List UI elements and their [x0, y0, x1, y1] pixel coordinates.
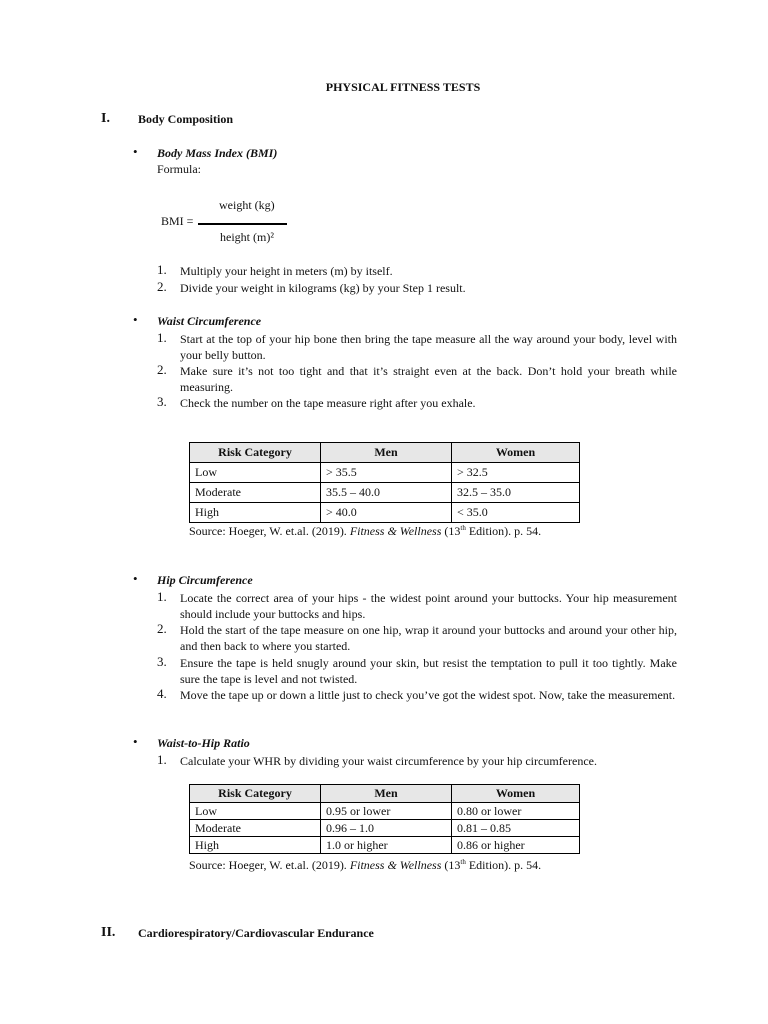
step-text: Multiply your height in meters (m) by itself.: [180, 264, 393, 278]
table-cell: 0.80 or lower: [452, 803, 580, 820]
step-text: Locate the correct area of your hips - the widest point around your buttocks. Your hip measurement should include your buttocks and hips.: [180, 591, 677, 621]
step-text: Make sure it’s not too tight and that it’s straight even at the back. Don’t hold your breath while measuring.: [180, 364, 677, 394]
table-row: [190, 820, 580, 837]
section-numeral: I.: [101, 111, 110, 126]
source-book-title: Fitness & Wellness: [349, 858, 442, 872]
section-title: Cardiorespiratory/Cardiovascular Endurance: [138, 926, 374, 940]
hip-heading: Hip Circumference: [157, 573, 253, 587]
table-cell: Low: [190, 803, 321, 820]
source-superscript: th: [460, 858, 466, 866]
table-cell: 32.5 – 35.0: [452, 483, 580, 503]
source-text: Source: Hoeger, W. et.al. (2019).: [189, 524, 350, 538]
step-number: 2.: [157, 362, 167, 377]
bmi-heading: Body Mass Index (BMI): [157, 146, 278, 160]
step-number: 4.: [157, 686, 167, 701]
table-cell: 0.81 – 0.85: [452, 820, 580, 837]
formula-label: Formula:: [157, 162, 201, 176]
table-source: [189, 524, 541, 539]
bmi-lhs: BMI =: [161, 214, 194, 228]
step-number: 1.: [157, 262, 167, 277]
page-title: PHYSICAL FITNESS TESTS: [325, 80, 481, 94]
source-text: Source: Hoeger, W. et.al. (2019).: [189, 858, 350, 872]
section-title: Body Composition: [138, 112, 234, 126]
table-cell: 0.86 or higher: [452, 837, 580, 854]
header-cell: Women: [452, 785, 580, 803]
whr-heading: Waist-to-Hip Ratio: [157, 736, 250, 750]
table-cell: High: [190, 837, 321, 854]
table-cell: High: [190, 503, 321, 523]
step-number: 3.: [157, 394, 167, 409]
source-superscript: th: [460, 524, 466, 532]
source-text: Edition). p. 54.: [465, 524, 542, 538]
table-cell: > 40.0: [321, 503, 452, 523]
table-row: [190, 483, 580, 503]
table-cell: 35.5 – 40.0: [321, 483, 452, 503]
step-number: 2.: [157, 621, 167, 636]
header-cell: Risk Category: [190, 785, 321, 803]
waist-heading: Waist Circumference: [157, 314, 262, 328]
table-cell: > 32.5: [452, 463, 580, 483]
bullet-icon: •: [133, 734, 138, 749]
table-cell: Low: [190, 463, 321, 483]
table-header-row: [190, 443, 580, 463]
table-cell: Moderate: [190, 483, 321, 503]
bmi-numerator: weight (kg): [219, 198, 275, 212]
section-numeral: II.: [101, 925, 116, 940]
whr-risk-table: [189, 784, 580, 854]
table-cell: 1.0 or higher: [321, 837, 452, 854]
table-cell: Moderate: [190, 820, 321, 837]
table-row: [190, 837, 580, 854]
step-number: 2.: [157, 279, 167, 294]
table-cell: < 35.0: [452, 503, 580, 523]
step-number: 1.: [157, 752, 167, 767]
step-text: Check the number on the tape measure right after you exhale.: [180, 396, 476, 410]
step-number: 1.: [157, 330, 167, 345]
step-text: Hold the start of the tape measure on one hip, wrap it around your buttocks and around your other hip, and then back to where you started.: [180, 623, 677, 653]
fraction-bar: [198, 223, 287, 225]
bmi-denominator: height (m)²: [220, 230, 274, 244]
step-text: Divide your weight in kilograms (kg) by your Step 1 result.: [180, 281, 466, 295]
table-row: [190, 463, 580, 483]
waist-risk-table: [189, 442, 580, 523]
source-text: Edition). p. 54.: [465, 858, 542, 872]
table-cell: 0.95 or lower: [321, 803, 452, 820]
bullet-icon: •: [133, 571, 138, 586]
table-cell: > 35.5: [321, 463, 452, 483]
table-row: [190, 503, 580, 523]
table-row: [190, 803, 580, 820]
step-text: Calculate your WHR by dividing your waist circumference by your hip circumference.: [180, 754, 597, 768]
step-number: 1.: [157, 589, 167, 604]
source-text: (13: [441, 524, 461, 538]
header-cell: Men: [321, 443, 452, 463]
step-text: Start at the top of your hip bone then bring the tape measure all the way around your body, level with your belly button.: [180, 332, 677, 362]
table-cell: 0.96 – 1.0: [321, 820, 452, 837]
header-cell: Women: [452, 443, 580, 463]
bullet-icon: •: [133, 144, 138, 159]
table-header-row: [190, 785, 580, 803]
table-source: [189, 858, 541, 873]
step-text: Ensure the tape is held snugly around your skin, but resist the temptation to pull it too tightly. Make sure the tape is level and not twisted.: [180, 656, 677, 686]
source-text: (13: [441, 858, 461, 872]
step-text: Move the tape up or down a little just to check you’ve got the widest spot. Now, take the measurement.: [180, 688, 676, 702]
step-number: 3.: [157, 654, 167, 669]
header-cell: Men: [321, 785, 452, 803]
header-cell: Risk Category: [190, 443, 321, 463]
bullet-icon: •: [133, 312, 138, 327]
source-book-title: Fitness & Wellness: [349, 524, 442, 538]
